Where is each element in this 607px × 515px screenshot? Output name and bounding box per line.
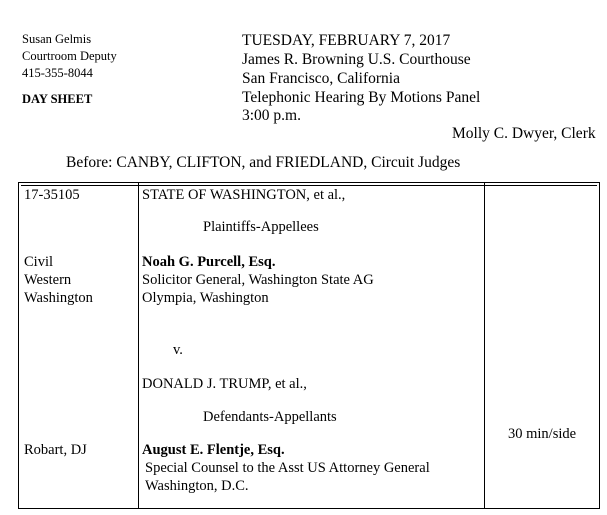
appellee-counsel-title: Solicitor General, Washington State AG <box>142 272 374 288</box>
deputy-name: Susan Gelmis <box>22 32 92 46</box>
appellees-role: Plaintiffs-Appellees <box>203 219 319 235</box>
appellant-counsel-location: Washington, D.C. <box>145 478 249 494</box>
appellant-counsel-title: Special Counsel to the Asst US Attorney General <box>145 460 430 476</box>
appellees-party: STATE OF WASHINGTON, et al., <box>142 187 346 203</box>
hearing-time: 3:00 p.m. <box>242 107 301 124</box>
hearing-date: TUESDAY, FEBRUARY 7, 2017 <box>242 32 451 49</box>
case-district-western: Western <box>24 272 72 288</box>
column-divider-1 <box>138 183 139 508</box>
column-divider-2 <box>484 183 485 508</box>
district-judge: Robart, DJ <box>24 442 87 458</box>
panel-judges: Before: CANBY, CLIFTON, and FRIEDLAND, Circuit Judges <box>66 154 461 171</box>
appellants-party: DONALD J. TRUMP, et al., <box>142 376 307 392</box>
case-table <box>18 182 600 509</box>
day-sheet-title: DAY SHEET <box>22 92 93 106</box>
hearing-type: Telephonic Hearing By Motions Panel <box>242 89 481 106</box>
case-district-washington: Washington <box>24 290 93 306</box>
courthouse-city: San Francisco, California <box>242 70 400 87</box>
appellee-counsel-location: Olympia, Washington <box>142 290 269 306</box>
courthouse-name: James R. Browning U.S. Courthouse <box>242 51 471 68</box>
clerk-name: Molly C. Dwyer, Clerk <box>452 125 596 142</box>
versus: v. <box>173 342 183 358</box>
case-number: 17-35105 <box>24 187 80 203</box>
appellants-role: Defendants-Appellants <box>203 409 337 425</box>
deputy-phone: 415-355-8044 <box>22 66 93 80</box>
deputy-title: Courtroom Deputy <box>22 49 117 63</box>
appellee-counsel-name: Noah G. Purcell, Esq. <box>142 254 276 270</box>
time-allotted: 30 min/side <box>508 426 577 442</box>
case-type-civil: Civil <box>24 254 54 270</box>
appellant-counsel-name: August E. Flentje, Esq. <box>142 442 285 458</box>
